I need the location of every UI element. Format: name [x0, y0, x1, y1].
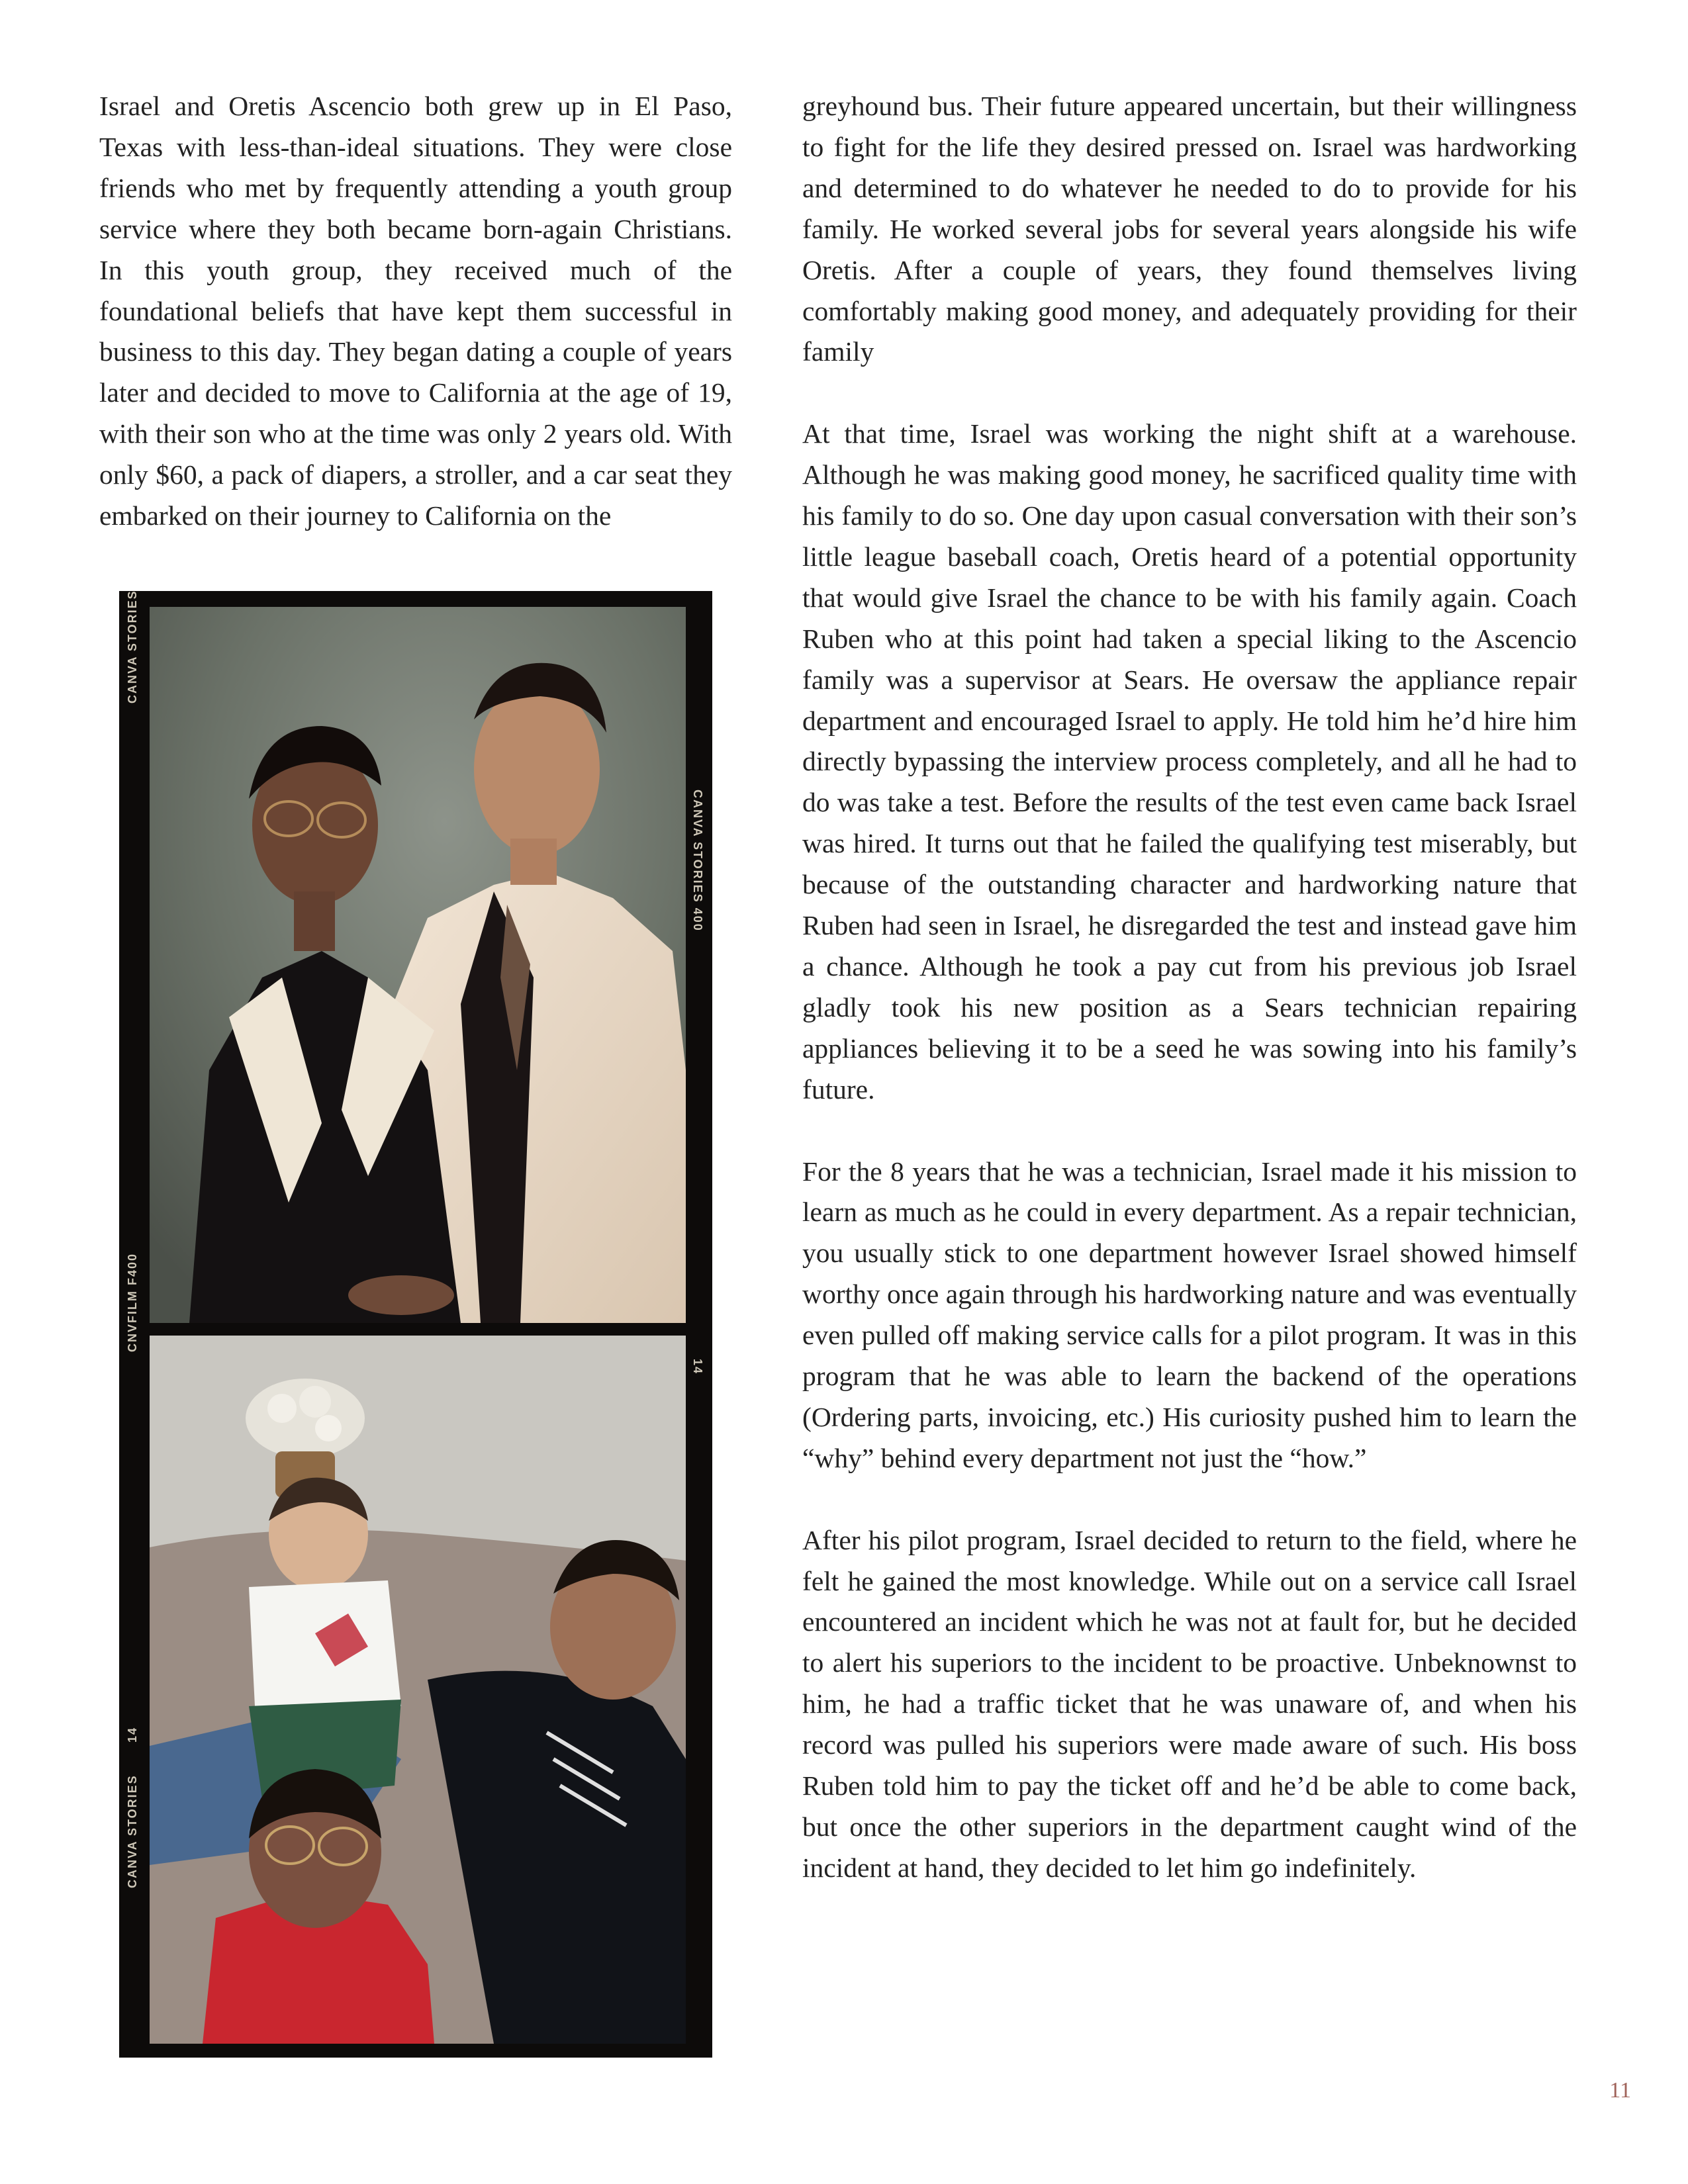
film-label-top-right: CANVA STORIES 400 [691, 790, 704, 932]
family-couch-photo [150, 1336, 686, 2044]
film-label-middle-left: CNVFILM F400 [126, 1252, 139, 1352]
page-number: 11 [1609, 2078, 1631, 2103]
right-column [802, 86, 1577, 1889]
couple-portrait-photo [150, 607, 686, 1323]
right-paragraph-4: After his pilot program, Israel decided to return to the field, where he felt he gained the most knowledge. While out on a service call Israel encountered an incident which he was not at fault for, but he decided to alert his superiors to the incident to be proactive. Unbeknownst to him, he had a traffic ticket that he was unaware of, and when his record was pulled his superiors were made aware of such. His boss Ruben told him to pay the ticket off and he’d be able to come back, but once the other superiors in the department caught wind of the incident at hand, they decided to let him go indefinitely. [802, 1524, 1577, 1883]
film-strip-photo [119, 591, 712, 2058]
left-paragraph-1: Israel and Oretis Ascencio both grew up in El Paso, Texas with less-than-ideal situations. They were close friends who met by frequently attending a youth group service where they both became born-again Christians. In this youth group, they received much of the foundational beliefs that have kept them successful in business to this day. They began dating a couple of years later and decided to move to California at the age of 19, with their son who at the time was only 2 years old. With only $60, a pack of diapers, a stroller, and a car seat they embarked on their journey to California on the [99, 91, 732, 531]
film-label-middle-right: 14 [691, 1359, 704, 1375]
film-label-top-left: CANVA STORIES [126, 590, 139, 704]
right-paragraph-1: greyhound bus. Their future appeared uncertain, but their willingness to fight for the life they desired pressed on. Israel was hardworking and determined to do whatever he needed to do to provide for his family. He worked several jobs for several years alongside his wife Oretis. After a couple of years, they found themselves living comfortably making good money, and adequately providing for their family [802, 91, 1577, 367]
film-label-bottom-left-number: 14 [126, 1726, 139, 1743]
film-label-bottom-left: CANVA STORIES [126, 1774, 139, 1888]
left-column [99, 86, 732, 537]
right-paragraph-3: For the 8 years that he was a technician, Israel made it his mission to learn as much as he could in every department. As a repair technician, you usually stick to one department however Israel showed himself worthy once again through his hardworking nature and was eventually even pulled off making service calls for a pilot program. It was in this program that he was able to learn the backend of the operations (Ordering parts, invoicing, etc.) His curiosity pushed him to learn the “why” behind every department not just the “how.” [802, 1156, 1577, 1473]
right-paragraph-2: At that time, Israel was working the night shift at a warehouse. Although he was making good money, he sacrificed quality time with his family to do so. One day upon casual conversation with their son’s little league baseball coach, Oretis heard of a potential opportunity that would give Israel the chance to be with his family again. Coach Ruben who at this point had taken a special liking to the Ascencio family was a supervisor at Sears. He oversaw the appliance repair department and encouraged Israel to apply. He told him he’d hire him directly bypassing the interview process completely, and all he had to do was take a test. Before the results of the test even came back Israel was hired. It turns out that he failed the qualifying test miserably, but because of the outstanding character and hardworking nature that Ruben had seen in Israel, he disregarded the test and instead gave him a chance. Although he took a pay cut from his previous job Israel gladly took his new position as a Sears technician repairing appliances believing it to be a seed he was sowing into his family’s future. [802, 418, 1577, 1105]
